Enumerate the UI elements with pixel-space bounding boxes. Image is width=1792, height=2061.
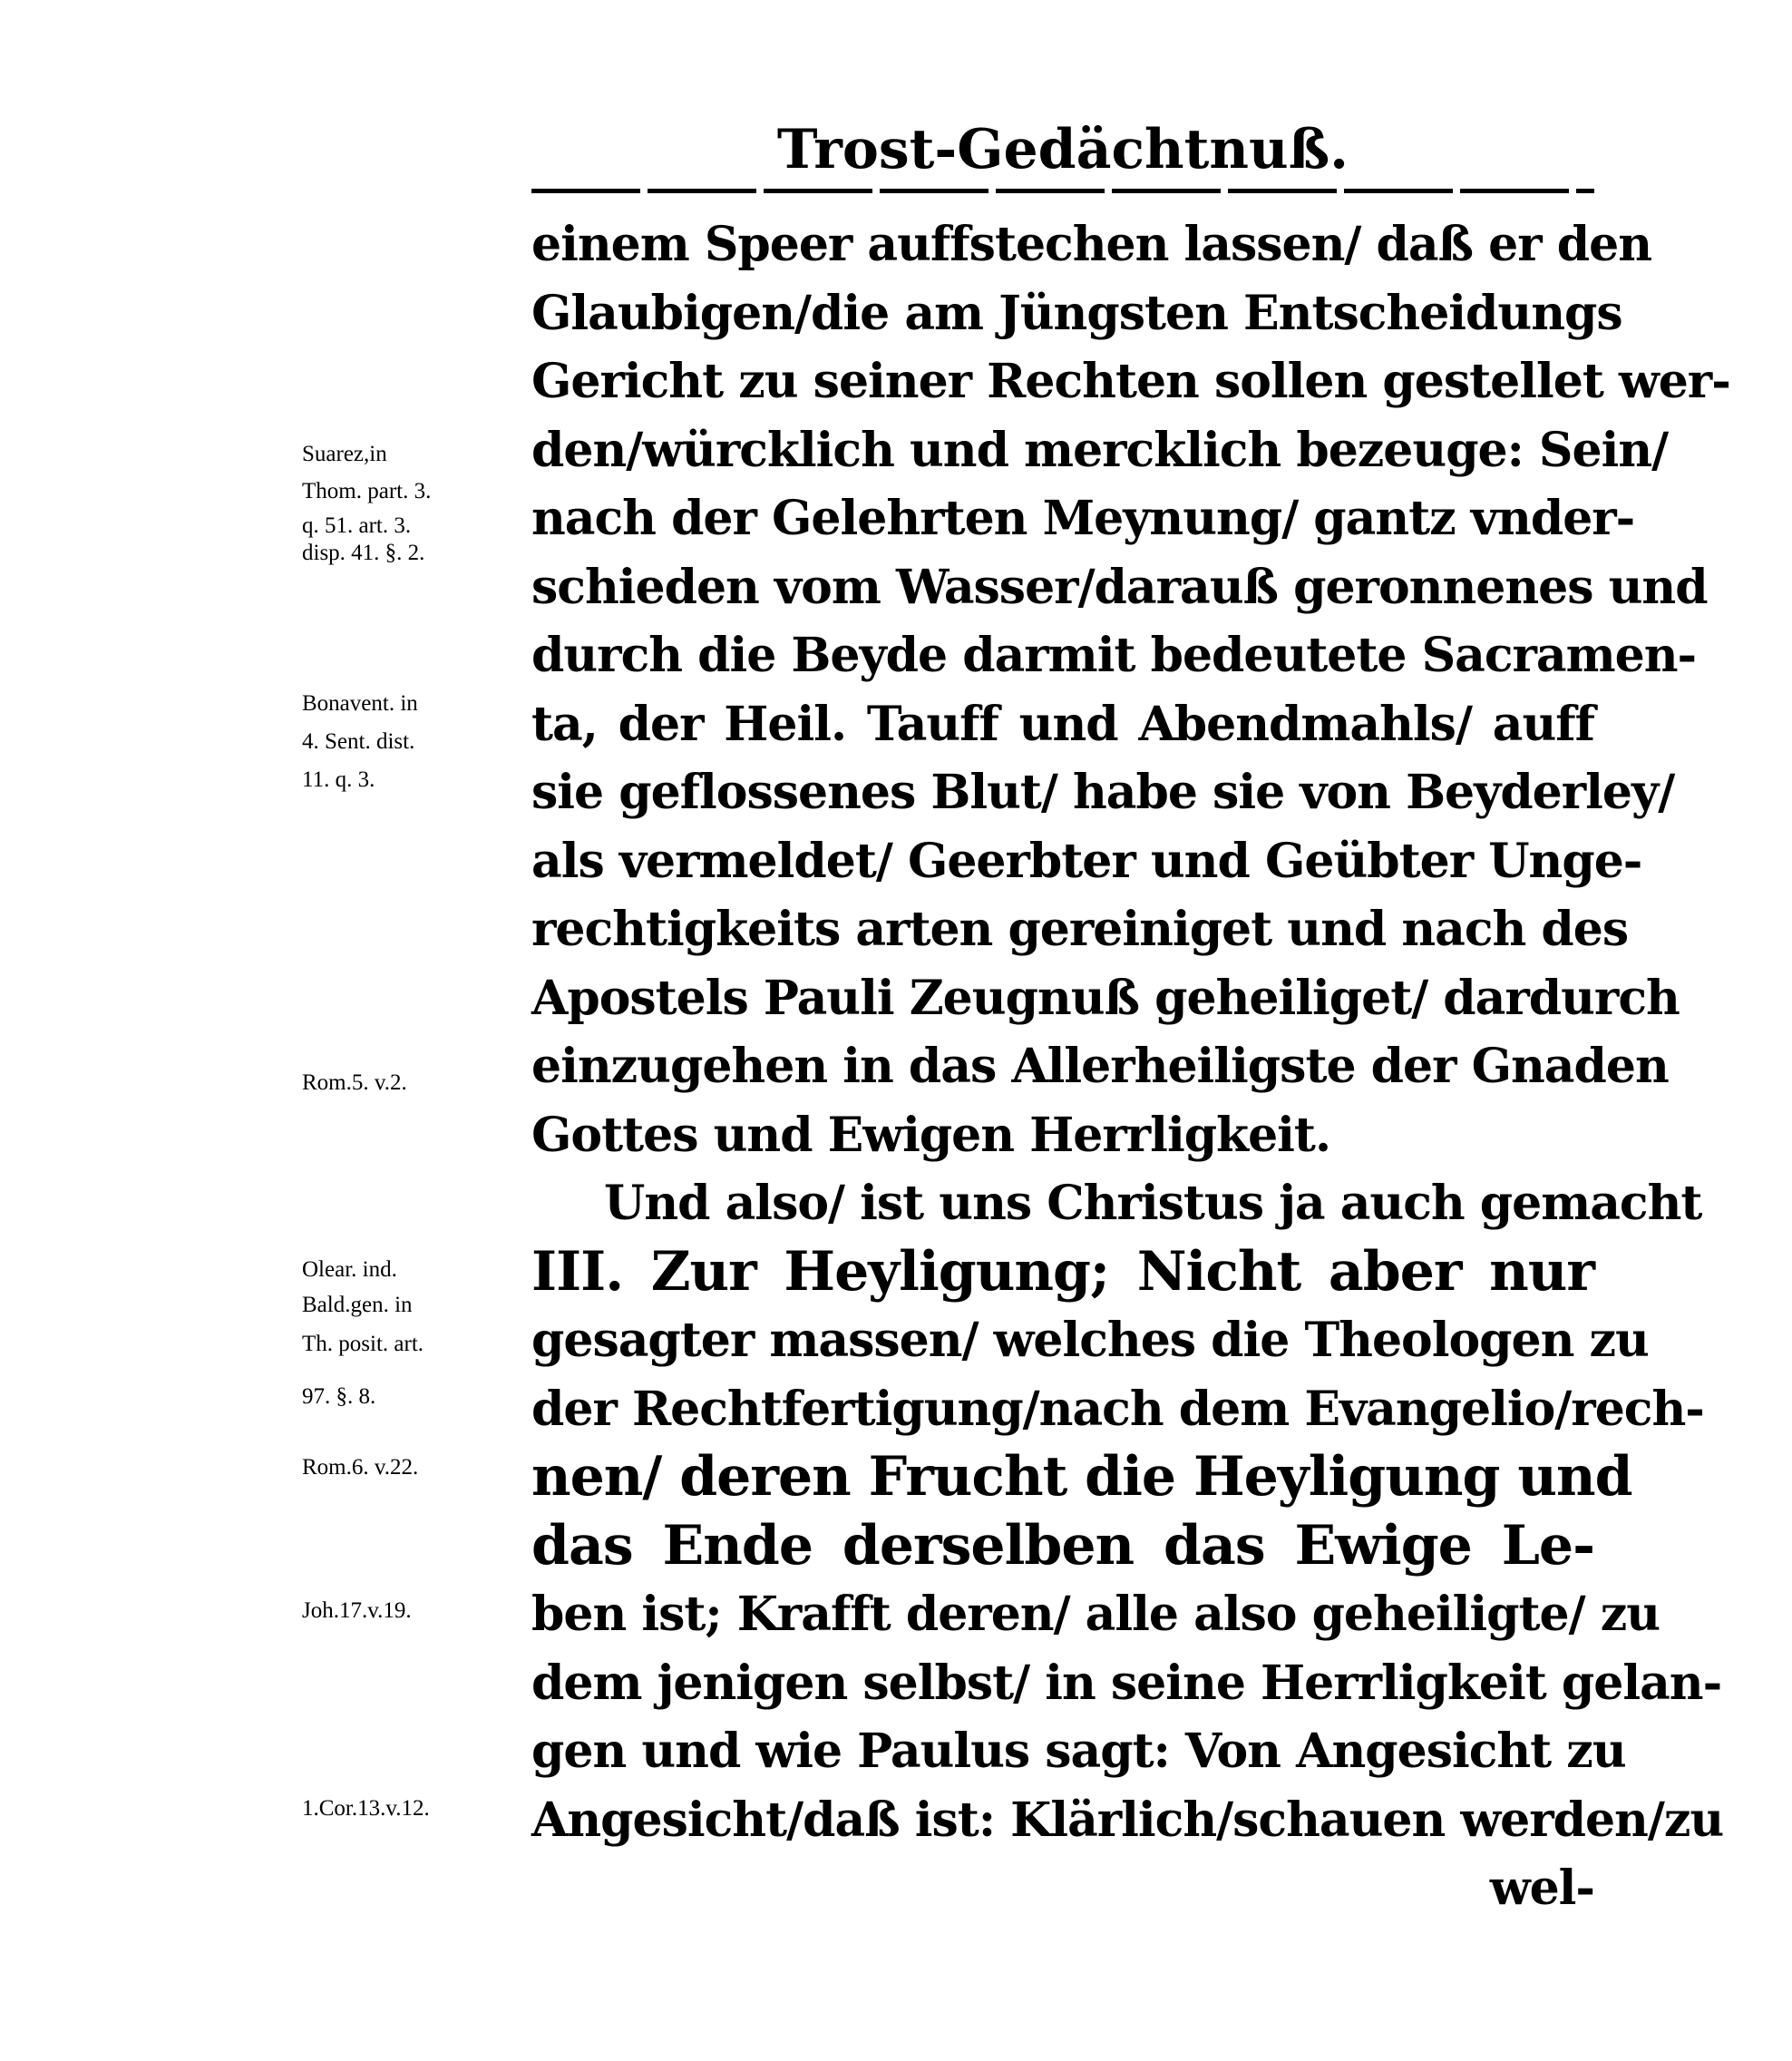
margin-note: Olear. ind. (302, 1257, 397, 1282)
catchword: wel- (1489, 1861, 1594, 1916)
body-text (531, 210, 1730, 1923)
text-line: einem Speer auffstechen lassen/ daß er den (531, 217, 1651, 272)
section-heading-line: III. Zur Heyligung; Nicht aber nur (531, 1239, 1594, 1304)
text-line: Apostels Pauli Zeugnuß geheiliget/ dardurch (531, 970, 1680, 1026)
text-line: sie geflossenes Blut/ habe sie von Beyderley/ (531, 765, 1675, 820)
margin-note: 97. §. 8. (302, 1384, 376, 1409)
margin-note: 11. q. 3. (302, 767, 375, 792)
text-line: nach der Gelehrten Meynung/ gantz vnder- (531, 491, 1635, 546)
margin-note: Bonavent. in (302, 691, 418, 716)
text-line: das Ende derselben das Ewige Le- (531, 1513, 1594, 1577)
margin-note: Th. posit. art. (302, 1332, 424, 1356)
text-line: der Rechtfertigung/nach dem Evangelio/rech- (531, 1381, 1704, 1437)
text-line: schieden vom Wasser/darauß geronnenes und (531, 559, 1708, 615)
text-line: durch die Beyde darmit bedeutete Sacramen- (531, 628, 1697, 683)
margin-note: Rom.6. v.22. (302, 1455, 419, 1480)
text-line: rechtigkeits arten gereiniget und nach des (531, 902, 1629, 957)
margin-note: Rom.5. v.2. (302, 1070, 407, 1095)
text-line: als vermeldet/ Geerbter und Geübter Unge- (531, 833, 1642, 889)
margin-note: Thom. part. 3. (302, 479, 432, 503)
header-rule (531, 189, 1594, 193)
margin-note: Joh.17.v.19. (302, 1598, 412, 1623)
text-line: gesagter massen/ welches die Theologen zu (531, 1313, 1649, 1368)
text-line: einzugehen in das Allerheiligste der Gnaden (531, 1039, 1669, 1094)
text-line: nen/ deren Frucht die Heyligung und (531, 1445, 1632, 1509)
text-line: Gottes und Ewigen Herrligkeit. (531, 1107, 1331, 1163)
text-line: ben ist; Krafft deren/ alle also geheiligte/ zu (531, 1587, 1661, 1642)
text-line: Und also/ ist uns Christus ja auch gemacht (604, 1176, 1702, 1231)
margin-note: 1.Cor.13.v.12. (302, 1796, 430, 1821)
text-line: ta, der Heil. Tauff und Abendmahls/ auff (531, 696, 1594, 752)
margin-note: Bald.gen. in (302, 1293, 413, 1317)
text-line: Gericht zu seiner Rechten sollen gestellet wer- (531, 354, 1730, 409)
margin-note: q. 51. art. 3. (302, 513, 412, 538)
text-line: dem jenigen selbst/ in seine Herrligkeit gelan- (531, 1655, 1722, 1711)
running-title: Trost-Gedächtnuß. (776, 118, 1349, 181)
text-line: Glaubigen/die am Jüngsten Entscheidungs (531, 285, 1622, 341)
margin-note: disp. 41. §. 2. (302, 541, 425, 565)
text-line: Angesicht/daß ist: Klärlich/schauen werden/zu (531, 1792, 1724, 1848)
text-line: gen und wie Paulus sagt: Von Angesicht zu (531, 1724, 1626, 1779)
margin-note: Suarez,in (302, 442, 387, 466)
margin-note: 4. Sent. dist. (302, 729, 415, 754)
text-line: den/würcklich und mercklich bezeuge: Sein/ (531, 422, 1669, 478)
